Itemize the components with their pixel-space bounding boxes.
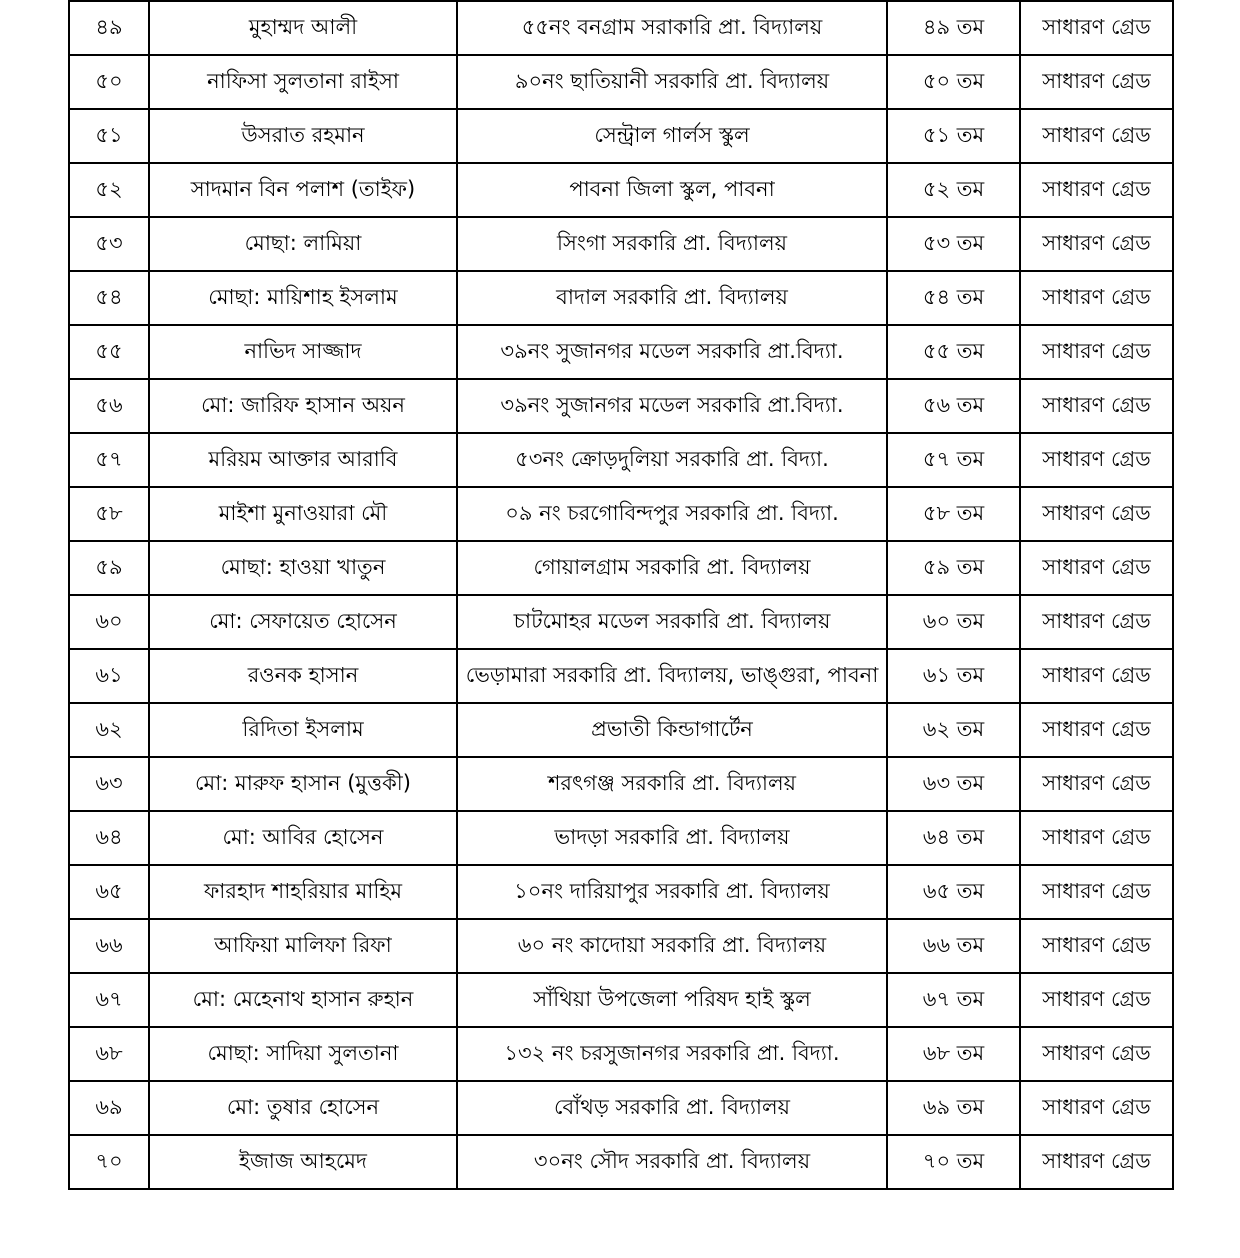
table-row <box>69 379 1173 433</box>
serial-cell: ৬৮ <box>69 1027 149 1081</box>
student-name-cell: নাভিদ সাজ্জাদ <box>149 325 457 379</box>
student-name-cell: মো: মারুফ হাসান (মুত্তকী) <box>149 757 457 811</box>
position-cell: ৫২ তম <box>887 163 1020 217</box>
student-name-cell: মো: আবির হোসেন <box>149 811 457 865</box>
school-name-cell: ৩০নং সৌদ সরকারি প্রা. বিদ্যালয় <box>457 1135 887 1189</box>
table-row <box>69 271 1173 325</box>
student-name-cell: মোছা: মায়িশাহ ইসলাম <box>149 271 457 325</box>
grade-cell: সাধারণ গ্রেড <box>1020 757 1173 811</box>
position-cell: ৫০ তম <box>887 55 1020 109</box>
grade-cell: সাধারণ গ্রেড <box>1020 217 1173 271</box>
position-cell: ৫৬ তম <box>887 379 1020 433</box>
student-name-cell: মোছা: হাওয়া খাতুন <box>149 541 457 595</box>
student-name-cell: মোছা: লামিয়া <box>149 217 457 271</box>
grade-cell: সাধারণ গ্রেড <box>1020 541 1173 595</box>
serial-cell: ৭০ <box>69 1135 149 1189</box>
grade-cell: সাধারণ গ্রেড <box>1020 163 1173 217</box>
position-cell: ৭০ তম <box>887 1135 1020 1189</box>
student-name-cell: সাদমান বিন পলাশ (তাইফ) <box>149 163 457 217</box>
serial-cell: ৬৫ <box>69 865 149 919</box>
grade-cell: সাধারণ গ্রেড <box>1020 1135 1173 1189</box>
student-name-cell: মুহাম্মদ আলী <box>149 1 457 55</box>
serial-cell: ৪৯ <box>69 1 149 55</box>
position-cell: ৫৮ তম <box>887 487 1020 541</box>
school-name-cell: সেন্ট্রাল গার্লস স্কুল <box>457 109 887 163</box>
school-name-cell: ১০নং দারিয়াপুর সরকারি প্রা. বিদ্যালয় <box>457 865 887 919</box>
position-cell: ৫৭ তম <box>887 433 1020 487</box>
grade-cell: সাধারণ গ্রেড <box>1020 865 1173 919</box>
school-name-cell: প্রভাতী কিন্ডাগার্টেন <box>457 703 887 757</box>
table-row <box>69 595 1173 649</box>
position-cell: ৫৫ তম <box>887 325 1020 379</box>
position-cell: ৫৯ তম <box>887 541 1020 595</box>
table-row <box>69 217 1173 271</box>
grade-cell: সাধারণ গ্রেড <box>1020 649 1173 703</box>
serial-cell: ৫৯ <box>69 541 149 595</box>
position-cell: ৫১ তম <box>887 109 1020 163</box>
school-name-cell: ৫৩নং ক্রোড়দুলিয়া সরকারি প্রা. বিদ্যা. <box>457 433 887 487</box>
grade-cell: সাধারণ গ্রেড <box>1020 433 1173 487</box>
grade-cell: সাধারণ গ্রেড <box>1020 55 1173 109</box>
serial-cell: ৫৩ <box>69 217 149 271</box>
student-name-cell: মাইশা মুনাওয়ারা মৌ <box>149 487 457 541</box>
serial-cell: ৫৪ <box>69 271 149 325</box>
table-row <box>69 865 1173 919</box>
school-name-cell: ভেড়ামারা সরকারি প্রা. বিদ্যালয়, ভাঙ্গুরা, পাবনা <box>457 649 887 703</box>
school-name-cell: ৩৯নং সুজানগর মডেল সরকারি প্রা.বিদ্যা. <box>457 379 887 433</box>
table-row <box>69 109 1173 163</box>
table-row <box>69 1081 1173 1135</box>
position-cell: ৬৬ তম <box>887 919 1020 973</box>
school-name-cell: শরৎগঞ্জ সরকারি প্রা. বিদ্যালয় <box>457 757 887 811</box>
position-cell: ৬৮ তম <box>887 1027 1020 1081</box>
student-name-cell: মরিয়ম আক্তার আরাবি <box>149 433 457 487</box>
position-cell: ৬৫ তম <box>887 865 1020 919</box>
results-table-body <box>69 1 1173 1189</box>
school-name-cell: ৯০নং ছাতিয়ানী সরকারি প্রা. বিদ্যালয় <box>457 55 887 109</box>
serial-cell: ৫৫ <box>69 325 149 379</box>
grade-cell: সাধারণ গ্রেড <box>1020 271 1173 325</box>
table-row <box>69 757 1173 811</box>
school-name-cell: সিংগা সরকারি প্রা. বিদ্যালয় <box>457 217 887 271</box>
position-cell: ৬২ তম <box>887 703 1020 757</box>
serial-cell: ৫৭ <box>69 433 149 487</box>
school-name-cell: সাঁথিয়া উপজেলা পরিষদ হাই স্কুল <box>457 973 887 1027</box>
student-name-cell: মো: জারিফ হাসান অয়ন <box>149 379 457 433</box>
results-table <box>68 0 1174 1190</box>
grade-cell: সাধারণ গ্রেড <box>1020 325 1173 379</box>
student-name-cell: রিদিতা ইসলাম <box>149 703 457 757</box>
student-name-cell: ইজাজ আহমেদ <box>149 1135 457 1189</box>
table-row <box>69 1 1173 55</box>
table-row <box>69 1135 1173 1189</box>
student-name-cell: নাফিসা সুলতানা রাইসা <box>149 55 457 109</box>
position-cell: ৬১ তম <box>887 649 1020 703</box>
student-name-cell: ফারহাদ শাহরিয়ার মাহিম <box>149 865 457 919</box>
grade-cell: সাধারণ গ্রেড <box>1020 595 1173 649</box>
school-name-cell: ভাদড়া সরকারি প্রা. বিদ্যালয় <box>457 811 887 865</box>
position-cell: ৬৩ তম <box>887 757 1020 811</box>
table-row <box>69 1027 1173 1081</box>
school-name-cell: গোয়ালগ্রাম সরকারি প্রা. বিদ্যালয় <box>457 541 887 595</box>
school-name-cell: বাদাল সরকারি প্রা. বিদ্যালয় <box>457 271 887 325</box>
position-cell: ৫৩ তম <box>887 217 1020 271</box>
position-cell: ৪৯ তম <box>887 1 1020 55</box>
serial-cell: ৬২ <box>69 703 149 757</box>
grade-cell: সাধারণ গ্রেড <box>1020 703 1173 757</box>
school-name-cell: ১৩২ নং চরসুজানগর সরকারি প্রা. বিদ্যা. <box>457 1027 887 1081</box>
serial-cell: ৬৯ <box>69 1081 149 1135</box>
table-row <box>69 433 1173 487</box>
serial-cell: ৬৩ <box>69 757 149 811</box>
table-row <box>69 649 1173 703</box>
serial-cell: ৫০ <box>69 55 149 109</box>
serial-cell: ৫২ <box>69 163 149 217</box>
grade-cell: সাধারণ গ্রেড <box>1020 1 1173 55</box>
school-name-cell: ৬০ নং কাদোয়া সরকারি প্রা. বিদ্যালয় <box>457 919 887 973</box>
serial-cell: ৬৬ <box>69 919 149 973</box>
table-row <box>69 325 1173 379</box>
position-cell: ৬০ তম <box>887 595 1020 649</box>
grade-cell: সাধারণ গ্রেড <box>1020 811 1173 865</box>
student-name-cell: মো: মেহেনাথ হাসান রুহান <box>149 973 457 1027</box>
student-name-cell: আফিয়া মালিফা রিফা <box>149 919 457 973</box>
table-row <box>69 919 1173 973</box>
table-row <box>69 55 1173 109</box>
grade-cell: সাধারণ গ্রেড <box>1020 379 1173 433</box>
serial-cell: ৫৬ <box>69 379 149 433</box>
serial-cell: ৬৭ <box>69 973 149 1027</box>
school-name-cell: ০৯ নং চরগোবিন্দপুর সরকারি প্রা. বিদ্যা. <box>457 487 887 541</box>
grade-cell: সাধারণ গ্রেড <box>1020 1081 1173 1135</box>
grade-cell: সাধারণ গ্রেড <box>1020 919 1173 973</box>
table-row <box>69 163 1173 217</box>
school-name-cell: বোঁথড় সরকারি প্রা. বিদ্যালয় <box>457 1081 887 1135</box>
table-row <box>69 487 1173 541</box>
grade-cell: সাধারণ গ্রেড <box>1020 973 1173 1027</box>
position-cell: ৫৪ তম <box>887 271 1020 325</box>
table-row <box>69 973 1173 1027</box>
serial-cell: ৫১ <box>69 109 149 163</box>
grade-cell: সাধারণ গ্রেড <box>1020 487 1173 541</box>
student-name-cell: মো: তুষার হোসেন <box>149 1081 457 1135</box>
position-cell: ৬৯ তম <box>887 1081 1020 1135</box>
school-name-cell: পাবনা জিলা স্কুল, পাবনা <box>457 163 887 217</box>
grade-cell: সাধারণ গ্রেড <box>1020 109 1173 163</box>
serial-cell: ৬৪ <box>69 811 149 865</box>
position-cell: ৬৪ তম <box>887 811 1020 865</box>
grade-cell: সাধারণ গ্রেড <box>1020 1027 1173 1081</box>
serial-cell: ৬০ <box>69 595 149 649</box>
table-row <box>69 811 1173 865</box>
school-name-cell: চাটমোহর মডেল সরকারি প্রা. বিদ্যালয় <box>457 595 887 649</box>
school-name-cell: ৩৯নং সুজানগর মডেল সরকারি প্রা.বিদ্যা. <box>457 325 887 379</box>
student-name-cell: রওনক হাসান <box>149 649 457 703</box>
school-name-cell: ৫৫নং বনগ্রাম সরাকারি প্রা. বিদ্যালয় <box>457 1 887 55</box>
serial-cell: ৬১ <box>69 649 149 703</box>
student-name-cell: মোছা: সাদিয়া সুলতানা <box>149 1027 457 1081</box>
serial-cell: ৫৮ <box>69 487 149 541</box>
position-cell: ৬৭ তম <box>887 973 1020 1027</box>
table-row <box>69 541 1173 595</box>
student-name-cell: উসরাত রহমান <box>149 109 457 163</box>
table-row <box>69 703 1173 757</box>
student-name-cell: মো: সেফায়েত হোসেন <box>149 595 457 649</box>
